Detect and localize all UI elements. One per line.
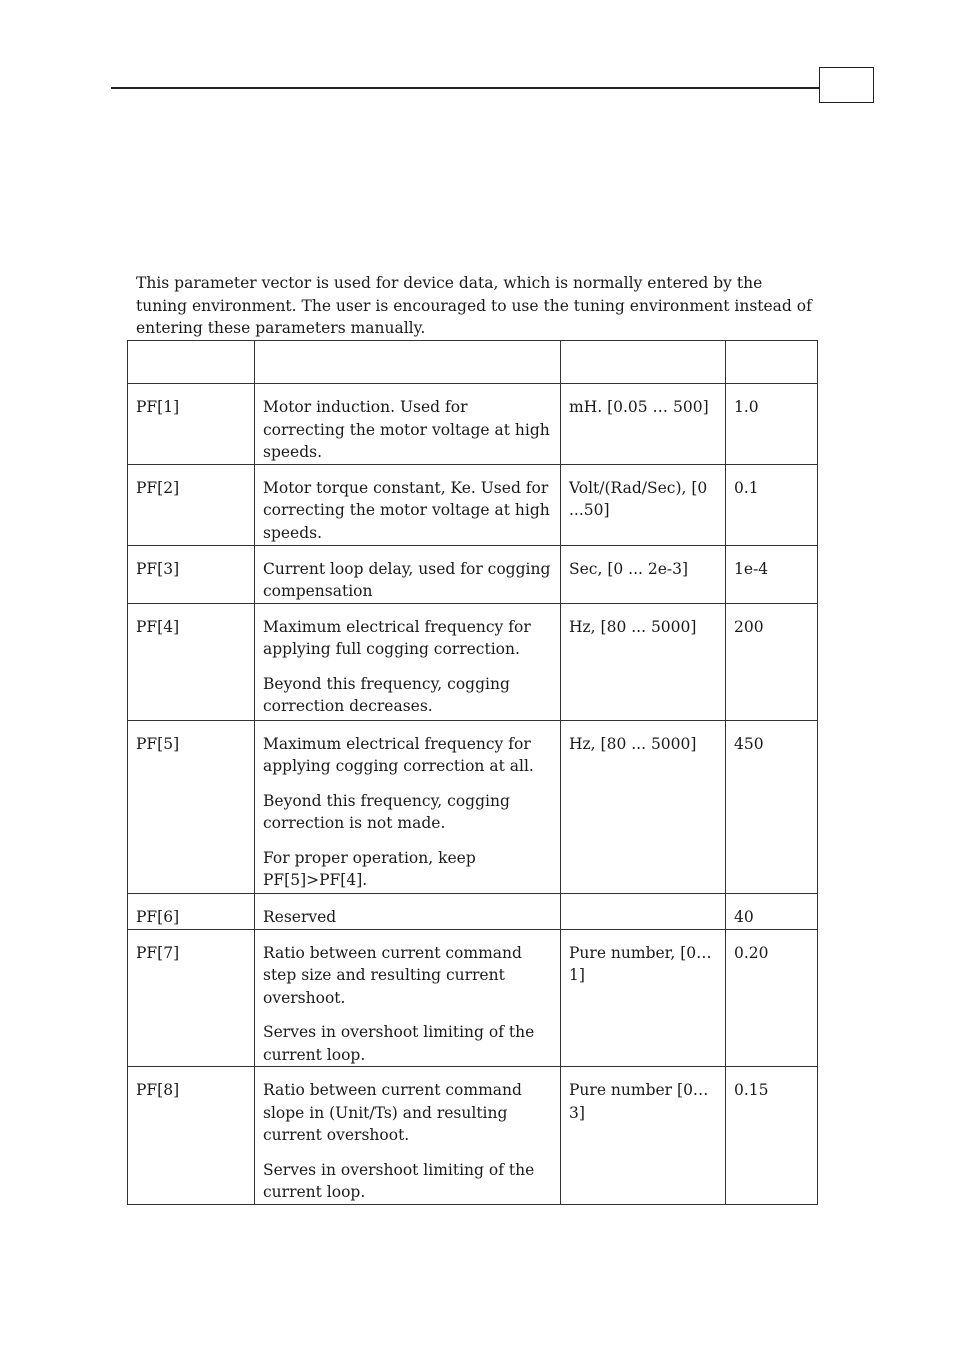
parameter-range-cell: Hz, [80 ... 5000] bbox=[561, 720, 726, 893]
parameter-description-cell bbox=[255, 893, 561, 929]
table-row bbox=[128, 384, 818, 465]
parameter-default-cell: 450 bbox=[726, 720, 818, 893]
parameter-table bbox=[127, 340, 818, 1205]
description-paragraph: Maximum electrical frequency for applying cogging correction at all. bbox=[263, 734, 534, 775]
parameter-default-cell: 1e-4 bbox=[726, 545, 818, 603]
description-paragraph: For proper operation, keep PF[5]>PF[4]. bbox=[263, 848, 476, 889]
table-row bbox=[128, 929, 818, 1067]
table-row bbox=[128, 1067, 818, 1205]
header-cell bbox=[726, 341, 818, 384]
description-paragraph: Beyond this frequency, cogging correction decreases. bbox=[263, 674, 510, 715]
parameter-name-cell: PF[3] bbox=[128, 545, 255, 603]
description-paragraph: Reserved bbox=[263, 907, 337, 926]
parameter-range-cell: Pure number, [0…1] bbox=[561, 929, 726, 1067]
header-cell bbox=[128, 341, 255, 384]
header-cell bbox=[255, 341, 561, 384]
table-row bbox=[128, 603, 818, 720]
description-paragraph: Ratio between current command step size and resulting current overshoot. bbox=[263, 943, 522, 1007]
description-paragraph: Current loop delay, used for cogging compensation bbox=[263, 559, 551, 600]
intro-paragraph: This parameter vector is used for device data, which is normally entered by the tuning environment. The user is encouraged to use the tuning environment instead of entering these parameters manually. bbox=[136, 274, 812, 337]
parameter-range-cell: Pure number [0…3] bbox=[561, 1067, 726, 1205]
parameter-name-cell: PF[6] bbox=[128, 893, 255, 929]
description-paragraph: Beyond this frequency, cogging correction is not made. bbox=[263, 791, 510, 832]
parameter-name-cell: PF[2] bbox=[128, 464, 255, 545]
header-cell bbox=[561, 341, 726, 384]
table-row bbox=[128, 545, 818, 603]
parameter-description-cell bbox=[255, 720, 561, 893]
parameter-range-cell: mH. [0.05 … 500] bbox=[561, 384, 726, 465]
parameter-description-cell bbox=[255, 384, 561, 465]
parameter-description-cell bbox=[255, 603, 561, 720]
parameter-default-cell: 0.20 bbox=[726, 929, 818, 1067]
description-paragraph: Motor induction. Used for correcting the motor voltage at high speeds. bbox=[263, 398, 550, 461]
parameter-default-cell: 0.15 bbox=[726, 1067, 818, 1205]
parameter-range-cell: Sec, [0 ... 2e-3] bbox=[561, 545, 726, 603]
parameter-name-cell: PF[5] bbox=[128, 720, 255, 893]
parameter-range-cell bbox=[561, 893, 726, 929]
parameter-default-cell: 40 bbox=[726, 893, 818, 929]
parameter-name-cell: PF[7] bbox=[128, 929, 255, 1067]
table-row bbox=[128, 720, 818, 893]
parameter-range-cell: Volt/(Rad/Sec), [0 ...50] bbox=[561, 464, 726, 545]
parameter-name-cell: PF[4] bbox=[128, 603, 255, 720]
description-paragraph: Maximum electrical frequency for applying full cogging correction. bbox=[263, 617, 531, 658]
description-paragraph: Motor torque constant, Ke. Used for correcting the motor voltage at high speeds. bbox=[263, 478, 550, 542]
parameter-description-cell bbox=[255, 545, 561, 603]
parameter-description-cell bbox=[255, 1067, 561, 1205]
page-number-box bbox=[819, 67, 874, 103]
parameter-name-cell: PF[1] bbox=[128, 384, 255, 465]
parameter-description-cell bbox=[255, 464, 561, 545]
parameter-description-cell bbox=[255, 929, 561, 1067]
description-paragraph: Ratio between current command slope in (Unit/Ts) and resulting current overshoot. bbox=[263, 1081, 522, 1144]
parameter-default-cell: 0.1 bbox=[726, 464, 818, 545]
parameter-default-cell: 1.0 bbox=[726, 384, 818, 465]
description-paragraph: Serves in overshoot limiting of the current loop. bbox=[263, 1023, 535, 1064]
parameter-name-cell: PF[8] bbox=[128, 1067, 255, 1205]
table-row bbox=[128, 464, 818, 545]
table-row bbox=[128, 893, 818, 929]
parameter-range-cell: Hz, [80 ... 5000] bbox=[561, 603, 726, 720]
table-header-row bbox=[128, 341, 818, 384]
parameter-default-cell: 200 bbox=[726, 603, 818, 720]
header-rule bbox=[111, 87, 819, 89]
description-paragraph: Serves in overshoot limiting of the current loop. bbox=[263, 1160, 535, 1201]
